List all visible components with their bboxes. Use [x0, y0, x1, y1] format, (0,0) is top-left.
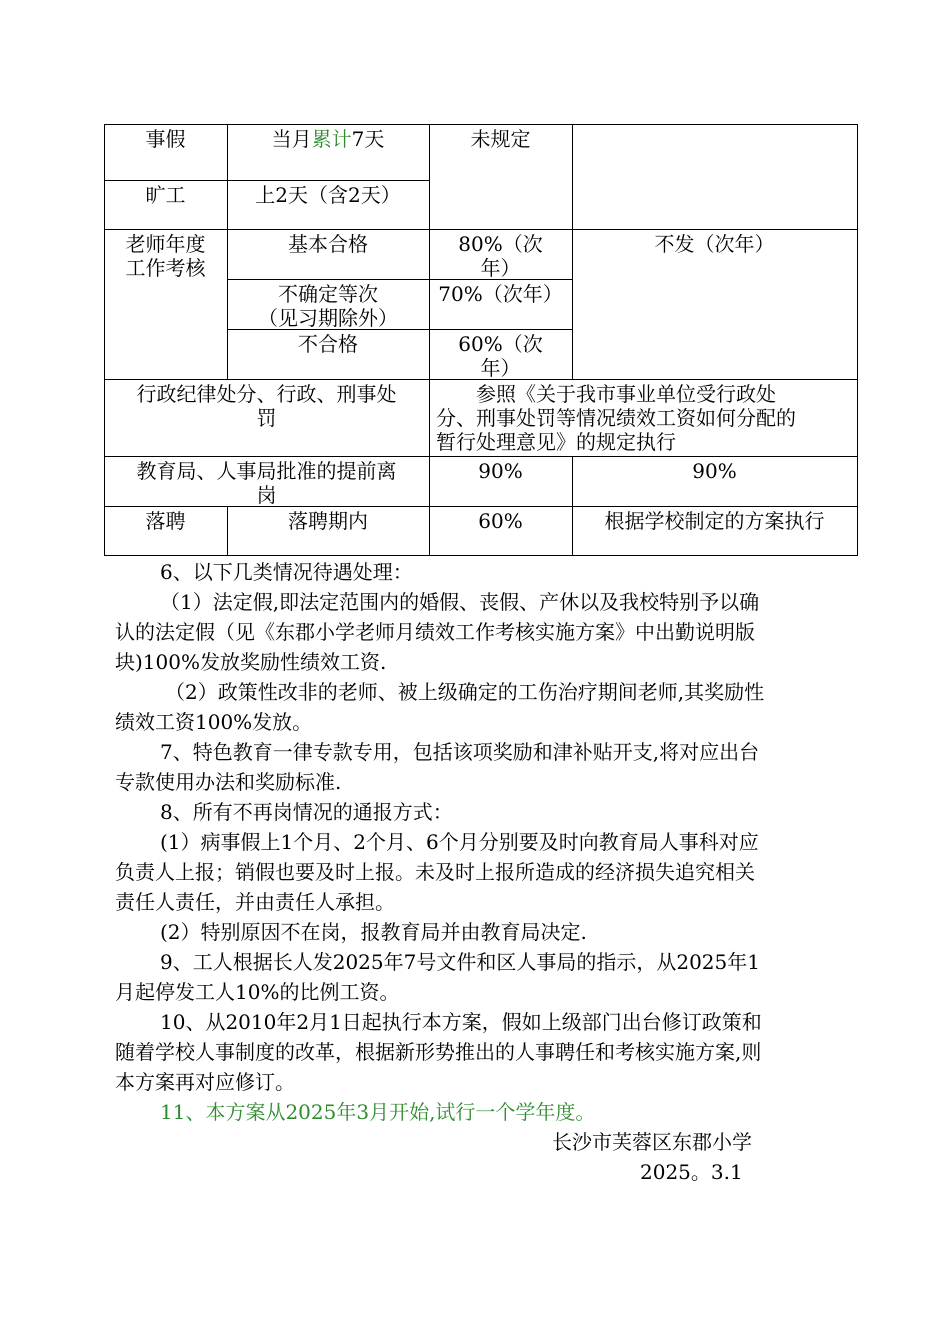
paragraph-10: 10、从2010年2月1日起执行本方案，假如上级部门出台修订政策和	[160, 1010, 762, 1034]
cell-not-issued: 不发（次年）	[654, 232, 775, 256]
signature-school: 长沙市芙蓉区东郡小学	[552, 1130, 752, 1154]
cell-leave-condition	[227, 127, 429, 151]
paragraph-10: 本方案再对应修订。	[115, 1070, 295, 1094]
paragraph-6-2: （2）政策性改非的老师、被上级确定的工伤治疗期间老师,其奖励性	[165, 680, 765, 704]
paragraph-10: 随着学校人事制度的改革，根据新形势推出的人事聘任和考核实施方案,则	[115, 1040, 762, 1064]
cell-line: 教育局、人事局批准的提前离	[136, 459, 397, 483]
cell-ratio: 未规定	[470, 127, 531, 151]
cell-absence-condition: 上2天（含2天）	[255, 183, 401, 207]
cell-grade-undetermined	[227, 282, 429, 330]
paragraph-6-2: 绩效工资100%发放。	[115, 710, 313, 734]
cell-absence-type: 旷工	[145, 183, 186, 207]
paragraph-6-1: （1）法定假,即法定范围内的婚假、丧假、产休以及我校特别予以确	[160, 590, 760, 614]
signature-date: 2025。3.1	[640, 1160, 743, 1184]
cell-ratio-60	[429, 332, 572, 380]
cell-text-highlight: 累计	[311, 127, 352, 151]
cell-line: 罚	[256, 406, 277, 430]
cell-line: 分、刑事处罚等情况绩效工资如何分配的	[436, 406, 796, 430]
cell-line: 暂行处理意见》的规定执行	[436, 430, 676, 454]
paragraph-8-1: 责任人责任，并由责任人承担。	[115, 890, 395, 914]
cell-line: 不确定等次	[278, 282, 378, 306]
cell-disciplinary-rule	[436, 382, 856, 454]
paragraph-11: 11、本方案从2025年3月开始,试行一个学年度。	[160, 1100, 596, 1124]
cell-leave-type: 事假	[145, 127, 186, 151]
cell-text: 当月	[271, 127, 312, 151]
cell-line: 年）	[480, 356, 521, 380]
table-border-bottom	[104, 555, 858, 556]
cell-grade-fail: 不合格	[298, 332, 358, 356]
paragraph-6-1: 块)100%发放奖励性绩效工资.	[115, 650, 387, 674]
paragraph-9: 月起停发工人10%的比例工资。	[115, 980, 400, 1004]
cell-line: 年）	[480, 256, 521, 280]
paragraph-8-1: (1）病事假上1个月、2个月、6个月分别要及时向教育局人事科对应	[160, 830, 759, 854]
cell-line: 60%（次	[458, 332, 543, 356]
cell-school-plan: 根据学校制定的方案执行	[604, 509, 825, 533]
paragraph-6-1: 认的法定假（见《东郡小学老师月绩效工作考核实施方案》中出勤说明版	[115, 620, 755, 644]
paragraph-8-1: 负责人上报；销假也要及时上报。未及时上报所造成的经济损失追究相关	[115, 860, 755, 884]
cell-early-leave	[104, 459, 429, 507]
cell-ratio-80	[429, 232, 572, 280]
cell-line: 参照《关于我市事业单位受行政处	[476, 382, 776, 406]
paragraph-8: 8、所有不再岗情况的通报方式：	[160, 800, 453, 824]
table-rule	[104, 180, 429, 181]
cell-line: 工作考核	[125, 256, 206, 280]
cell-grade-basic-pass: 基本合格	[288, 232, 368, 256]
table-border-top	[104, 124, 858, 125]
cell-ratio-90: 90%	[478, 459, 523, 483]
cell-line: 行政纪律处分、行政、刑事处	[136, 382, 397, 406]
cell-line: 老师年度	[125, 232, 206, 256]
cell-line: 岗	[256, 483, 277, 507]
paragraph-7: 专款使用办法和奖励标准.	[115, 770, 342, 794]
paragraph-7: 7、特色教育一律专款专用，包括该项奖励和津补贴开支,将对应出台	[160, 740, 760, 764]
body-text	[115, 557, 855, 1187]
table-rule	[104, 456, 858, 457]
cell-text: 7天	[351, 127, 385, 151]
cell-line: 80%（次	[458, 232, 543, 256]
paragraph-6: 6、以下几类情况待遇处理：	[160, 560, 413, 584]
cell-not-hired: 落聘	[145, 509, 186, 533]
cell-line: （见习期除外）	[258, 306, 398, 330]
cell-ratio-60-2: 60%	[478, 509, 523, 533]
cell-ratio-90-2: 90%	[692, 459, 737, 483]
cell-disciplinary	[104, 382, 429, 430]
paragraph-9: 9、工人根据长人发2025年7号文件和区人事局的指示，从2025年1	[160, 950, 760, 974]
cell-not-hired-period: 落聘期内	[288, 509, 368, 533]
cell-ratio-70: 70%（次年）	[438, 282, 563, 306]
table-rule	[104, 229, 858, 230]
paragraph-8-2: (2）特别原因不在岗，报教育局并由教育局决定.	[160, 920, 587, 944]
cell-annual-assessment	[104, 232, 227, 280]
table-border-right	[857, 124, 858, 556]
